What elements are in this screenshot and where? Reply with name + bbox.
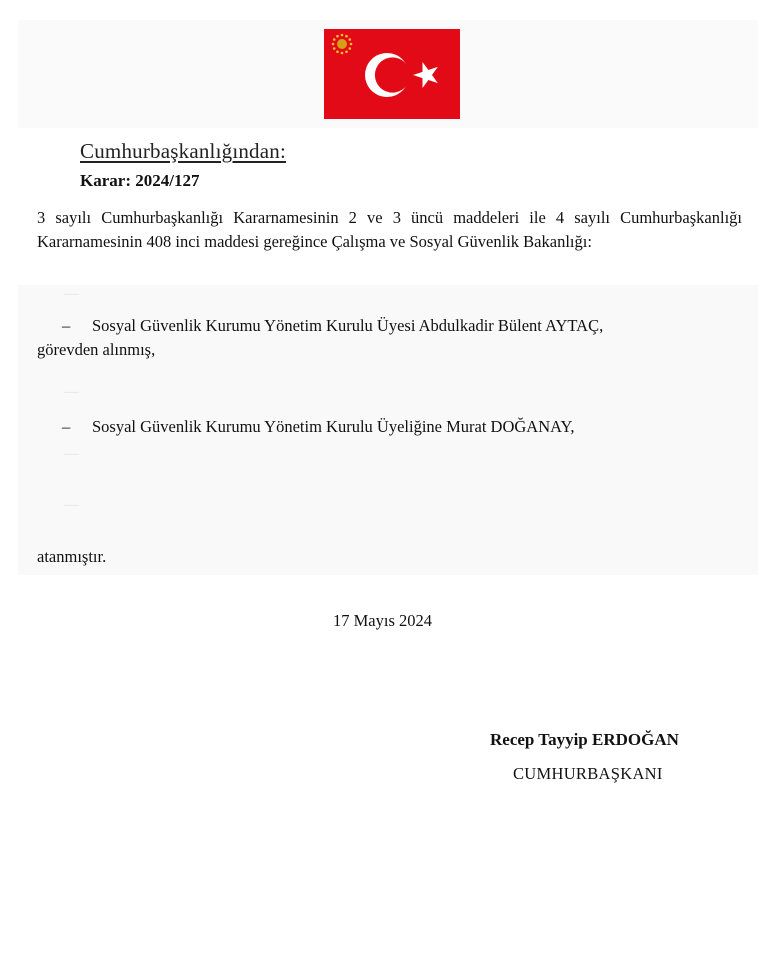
removal-suffix: görevden alınmış, <box>37 340 156 359</box>
erased-line: — <box>64 497 79 513</box>
intro-paragraph: 3 sayılı Cumhurbaşkanlığı Kararnamesinin 2 ve 3 üncü maddeleri ile 4 sayılı Cumhurbaşkanlığı Kararnamesinin 408 inci maddesi gereğince Çalışma ve Sosyal Güvenlik Bakanlığı: <box>37 208 742 251</box>
appointment-item <box>62 417 574 437</box>
decision-number: Karar: 2024/127 <box>80 171 200 190</box>
appointment-item-text: Sosyal Güvenlik Kurumu Yönetim Kurulu Üyeliğine Murat DOĞANAY, <box>92 417 575 436</box>
signer-name: Recep Tayyip ERDOĞAN <box>490 730 679 749</box>
signer-title: CUMHURBAŞKANI <box>513 764 663 783</box>
decree-date: 17 Mayıs 2024 <box>333 611 432 630</box>
erased-line: — <box>64 384 79 400</box>
dash-bullet: – <box>62 316 71 335</box>
issuer-heading: Cumhurbaşkanlığından: <box>80 139 287 163</box>
appointment-suffix: atanmıştır. <box>37 547 107 566</box>
removal-item-text: Sosyal Güvenlik Kurumu Yönetim Kurulu Üyesi Abdulkadir Bülent AYTAÇ, <box>92 316 604 335</box>
removal-item <box>62 316 603 336</box>
presidential-seal-icon <box>331 33 353 55</box>
erased-line: — <box>64 286 79 302</box>
erased-line: — <box>64 446 79 462</box>
dash-bullet: – <box>62 417 71 436</box>
